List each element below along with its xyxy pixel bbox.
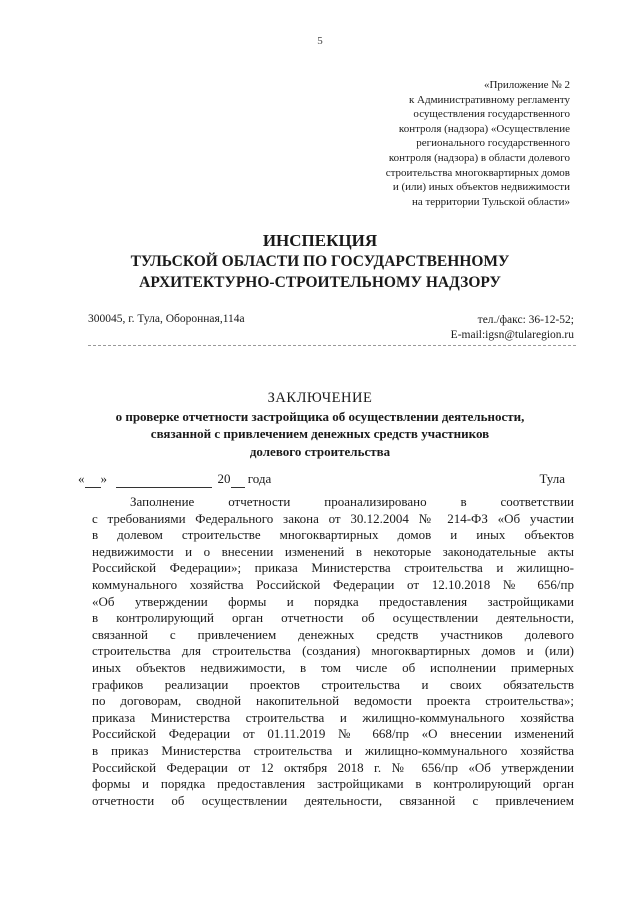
month-blank bbox=[116, 471, 212, 488]
body-line: с требованиями Федерального закона от 30.12.2004 № 214-ФЗ «Об участии bbox=[92, 510, 574, 526]
body-line: строительства для строительства (создания) многоквартирных домов и (или) bbox=[92, 643, 574, 659]
day-open-quote: « bbox=[78, 471, 85, 486]
appendix-note bbox=[330, 78, 570, 209]
body-line: графиков реализации проектов строительства и своих обязательств bbox=[92, 676, 574, 692]
appendix-line: осуществления государственного bbox=[413, 108, 570, 121]
organization-contacts bbox=[451, 313, 574, 343]
document-subtitle-line: о проверке отчетности застройщика об осуществлении деятельности, bbox=[115, 408, 525, 424]
body-line: в долевом строительстве многоквартирных домов и иных объектов bbox=[92, 527, 574, 543]
conclusion-heading bbox=[0, 390, 640, 460]
appendix-line: контроля (надзора) в области долевого bbox=[388, 151, 570, 164]
body-line: Российской Федерации от 12 октября 2018 г. № 656/пр «Об утверждении bbox=[92, 759, 574, 775]
appendix-line: регионального государственного bbox=[416, 137, 570, 150]
appendix-line: и (или) иных объектов недвижимости bbox=[392, 181, 570, 194]
appendix-line: к Административному регламенту bbox=[408, 93, 570, 106]
phone-fax: тел./факс: 36-12-52; bbox=[477, 314, 574, 326]
city-name: Тула bbox=[539, 471, 565, 486]
body-line: связанной с привлечением денежных средств участников долевого bbox=[92, 626, 574, 642]
appendix-line: на территории Тульской области» bbox=[411, 195, 570, 208]
email-address: E-mail:igsn@tularegion.ru bbox=[450, 329, 574, 341]
document-subtitle-line: связанной с привлечением денежных средств участников bbox=[150, 426, 490, 441]
body-line: недвижимости и о внесении изменений в некоторые законодательные акты bbox=[92, 543, 574, 559]
organization-name-line: АРХИТЕКТУРНО-СТРОИТЕЛЬНОМУ НАДЗОРУ bbox=[139, 274, 501, 291]
body-line: Заполнение отчетности проанализировано в соответствии bbox=[130, 494, 574, 509]
body-line: Российской Федерации от 01.11.2019 № 668/пр «О внесении изменений bbox=[92, 726, 574, 742]
organization-title: ИНСПЕКЦИЯ bbox=[262, 231, 378, 250]
body-line: в приказ Министерства строительства и жилищно-коммунального хозяйства bbox=[92, 742, 574, 758]
header-divider bbox=[88, 345, 576, 346]
page-number: 5 bbox=[317, 35, 323, 47]
document-title: ЗАКЛЮЧЕНИЕ bbox=[267, 390, 373, 406]
year-blank bbox=[231, 471, 245, 488]
body-line: «Об утверждении формы и порядка предоставления застройщиками bbox=[92, 593, 574, 609]
day-close-quote: » bbox=[100, 471, 107, 486]
organization-header bbox=[0, 230, 640, 293]
year-prefix: 20 bbox=[217, 471, 231, 486]
year-suffix: года bbox=[247, 471, 272, 486]
document-subtitle-line: долевого строительства bbox=[249, 443, 391, 459]
body-line: отчетности об осуществлении деятельности, связанной с привлечением bbox=[92, 792, 574, 808]
body-line: коммунального хозяйства Российской Федерации от 12.10.2018 № 656/пр bbox=[92, 576, 574, 592]
body-paragraph bbox=[92, 494, 574, 809]
body-line: формы и порядка предоставления застройщиками в контролирующий орган bbox=[92, 776, 574, 792]
day-blank bbox=[85, 471, 101, 488]
appendix-line: строительства многоквартирных домов bbox=[385, 166, 570, 179]
body-line: Российской Федерации»; приказа Министерства строительства и жилищно- bbox=[92, 560, 574, 576]
body-line: по договорам, сводной накопительной ведомости проекта строительства»; bbox=[92, 693, 574, 709]
organization-name-line: ТУЛЬСКОЙ ОБЛАСТИ ПО ГОСУДАРСТВЕННОМУ bbox=[130, 253, 510, 270]
body-line: в контролирующий орган отчетности об осуществлении деятельности, bbox=[92, 610, 574, 626]
appendix-line: контроля (надзора) «Осуществление bbox=[398, 122, 570, 135]
appendix-line: «Приложение № 2 bbox=[483, 79, 570, 91]
body-line: иных объектов недвижимости, в том числе об исполнении примерных bbox=[92, 659, 574, 675]
body-line: приказа Министерства строительства и жилищно-коммунального хозяйства bbox=[92, 709, 574, 725]
date-line bbox=[78, 471, 271, 488]
organization-address: 300045, г. Тула, Оборонная,114а bbox=[88, 313, 245, 325]
